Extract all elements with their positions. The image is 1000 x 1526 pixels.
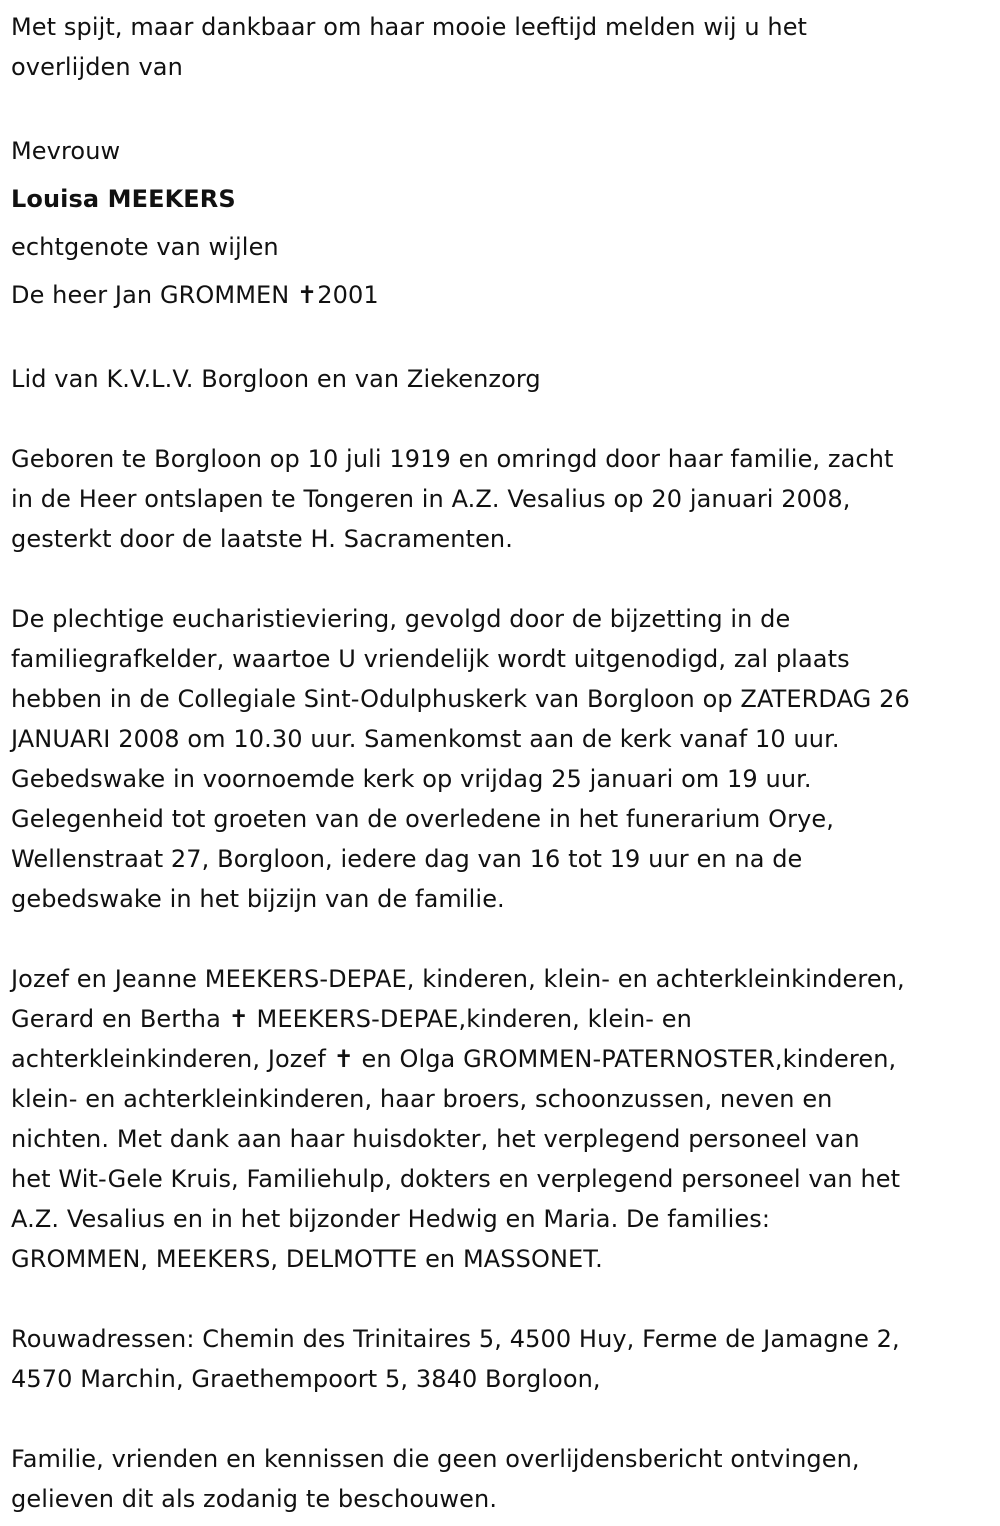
birth-death-line: Geboren te Borgloon op 10 juli 1919 en omringd door haar familie, zacht bbox=[11, 445, 894, 473]
deceased-relation: echtgenote van wijlen bbox=[11, 233, 279, 261]
ceremony-line: familiegrafkelder, waartoe U vriendelijk wordt uitgenodigd, zal plaats bbox=[11, 645, 850, 673]
ceremony-line: Wellenstraat 27, Borgloon, iedere dag van 16 tot 19 uur en na de bbox=[11, 845, 803, 873]
family-line: Jozef en Jeanne MEEKERS-DEPAE, kinderen, klein- en achterkleinkinderen, bbox=[11, 965, 905, 993]
family-paragraph bbox=[11, 959, 991, 1279]
intro-line-1: Met spijt, maar dankbaar om haar mooie leeftijd melden wij u het bbox=[11, 13, 808, 41]
family-line: A.Z. Vesalius en in het bijzonder Hedwig en Maria. De families: bbox=[11, 1205, 771, 1233]
closing-line: Familie, vrienden en kennissen die geen overlijdensbericht ontvingen, bbox=[11, 1445, 860, 1473]
deceased-block bbox=[11, 127, 991, 319]
ceremony-line: gebedswake in het bijzijn van de familie. bbox=[11, 885, 505, 913]
deceased-spouse: De heer Jan GROMMEN ✝2001 bbox=[11, 281, 379, 309]
family-line: nichten. Met dank aan haar huisdokter, het verplegend personeel van bbox=[11, 1125, 860, 1153]
family-line: achterkleinkinderen, Jozef ✝ en Olga GROMMEN-PATERNOSTER,kinderen, bbox=[11, 1045, 897, 1073]
ceremony-line: hebben in de Collegiale Sint-Odulphuskerk van Borgloon op ZATERDAG 26 bbox=[11, 685, 910, 713]
ceremony-line: JANUARI 2008 om 10.30 uur. Samenkomst aan de kerk vanaf 10 uur. bbox=[11, 725, 840, 753]
closing-line: gelieven dit als zodanig te beschouwen. bbox=[11, 1485, 498, 1513]
ceremony-line: Gelegenheid tot groeten van de overledene in het funerarium Orye, bbox=[11, 805, 834, 833]
intro-paragraph bbox=[11, 7, 991, 87]
intro-line-2: overlijden van bbox=[11, 53, 183, 81]
ceremony-paragraph bbox=[11, 599, 991, 919]
family-line: klein- en achterkleinkinderen, haar broers, schoonzussen, neven en bbox=[11, 1085, 833, 1113]
family-line: Gerard en Bertha ✝ MEEKERS-DEPAE,kinderen, klein- en bbox=[11, 1005, 692, 1033]
membership-line: Lid van K.V.L.V. Borgloon en van Ziekenzorg bbox=[11, 365, 541, 393]
deceased-name: Louisa MEEKERS bbox=[11, 185, 236, 213]
birth-death-paragraph bbox=[11, 439, 991, 559]
family-line: GROMMEN, MEEKERS, DELMOTTE en MASSONET. bbox=[11, 1245, 603, 1273]
addresses-paragraph bbox=[11, 1319, 991, 1399]
family-line: het Wit-Gele Kruis, Familiehulp, dokters en verplegend personeel van het bbox=[11, 1165, 901, 1193]
membership-paragraph bbox=[11, 359, 991, 399]
deceased-title: Mevrouw bbox=[11, 137, 121, 165]
birth-death-line: in de Heer ontslapen te Tongeren in A.Z. Vesalius op 20 januari 2008, bbox=[11, 485, 851, 513]
address-line: Rouwadressen: Chemin des Trinitaires 5, 4500 Huy, Ferme de Jamagne 2, bbox=[11, 1325, 900, 1353]
obituary-document bbox=[11, 7, 991, 1519]
ceremony-line: Gebedswake in voornoemde kerk op vrijdag 25 januari om 19 uur. bbox=[11, 765, 812, 793]
ceremony-line: De plechtige eucharistieviering, gevolgd door de bijzetting in de bbox=[11, 605, 791, 633]
closing-paragraph bbox=[11, 1439, 991, 1519]
birth-death-line: gesterkt door de laatste H. Sacramenten. bbox=[11, 525, 513, 553]
address-line: 4570 Marchin, Graethempoort 5, 3840 Borgloon, bbox=[11, 1365, 601, 1393]
